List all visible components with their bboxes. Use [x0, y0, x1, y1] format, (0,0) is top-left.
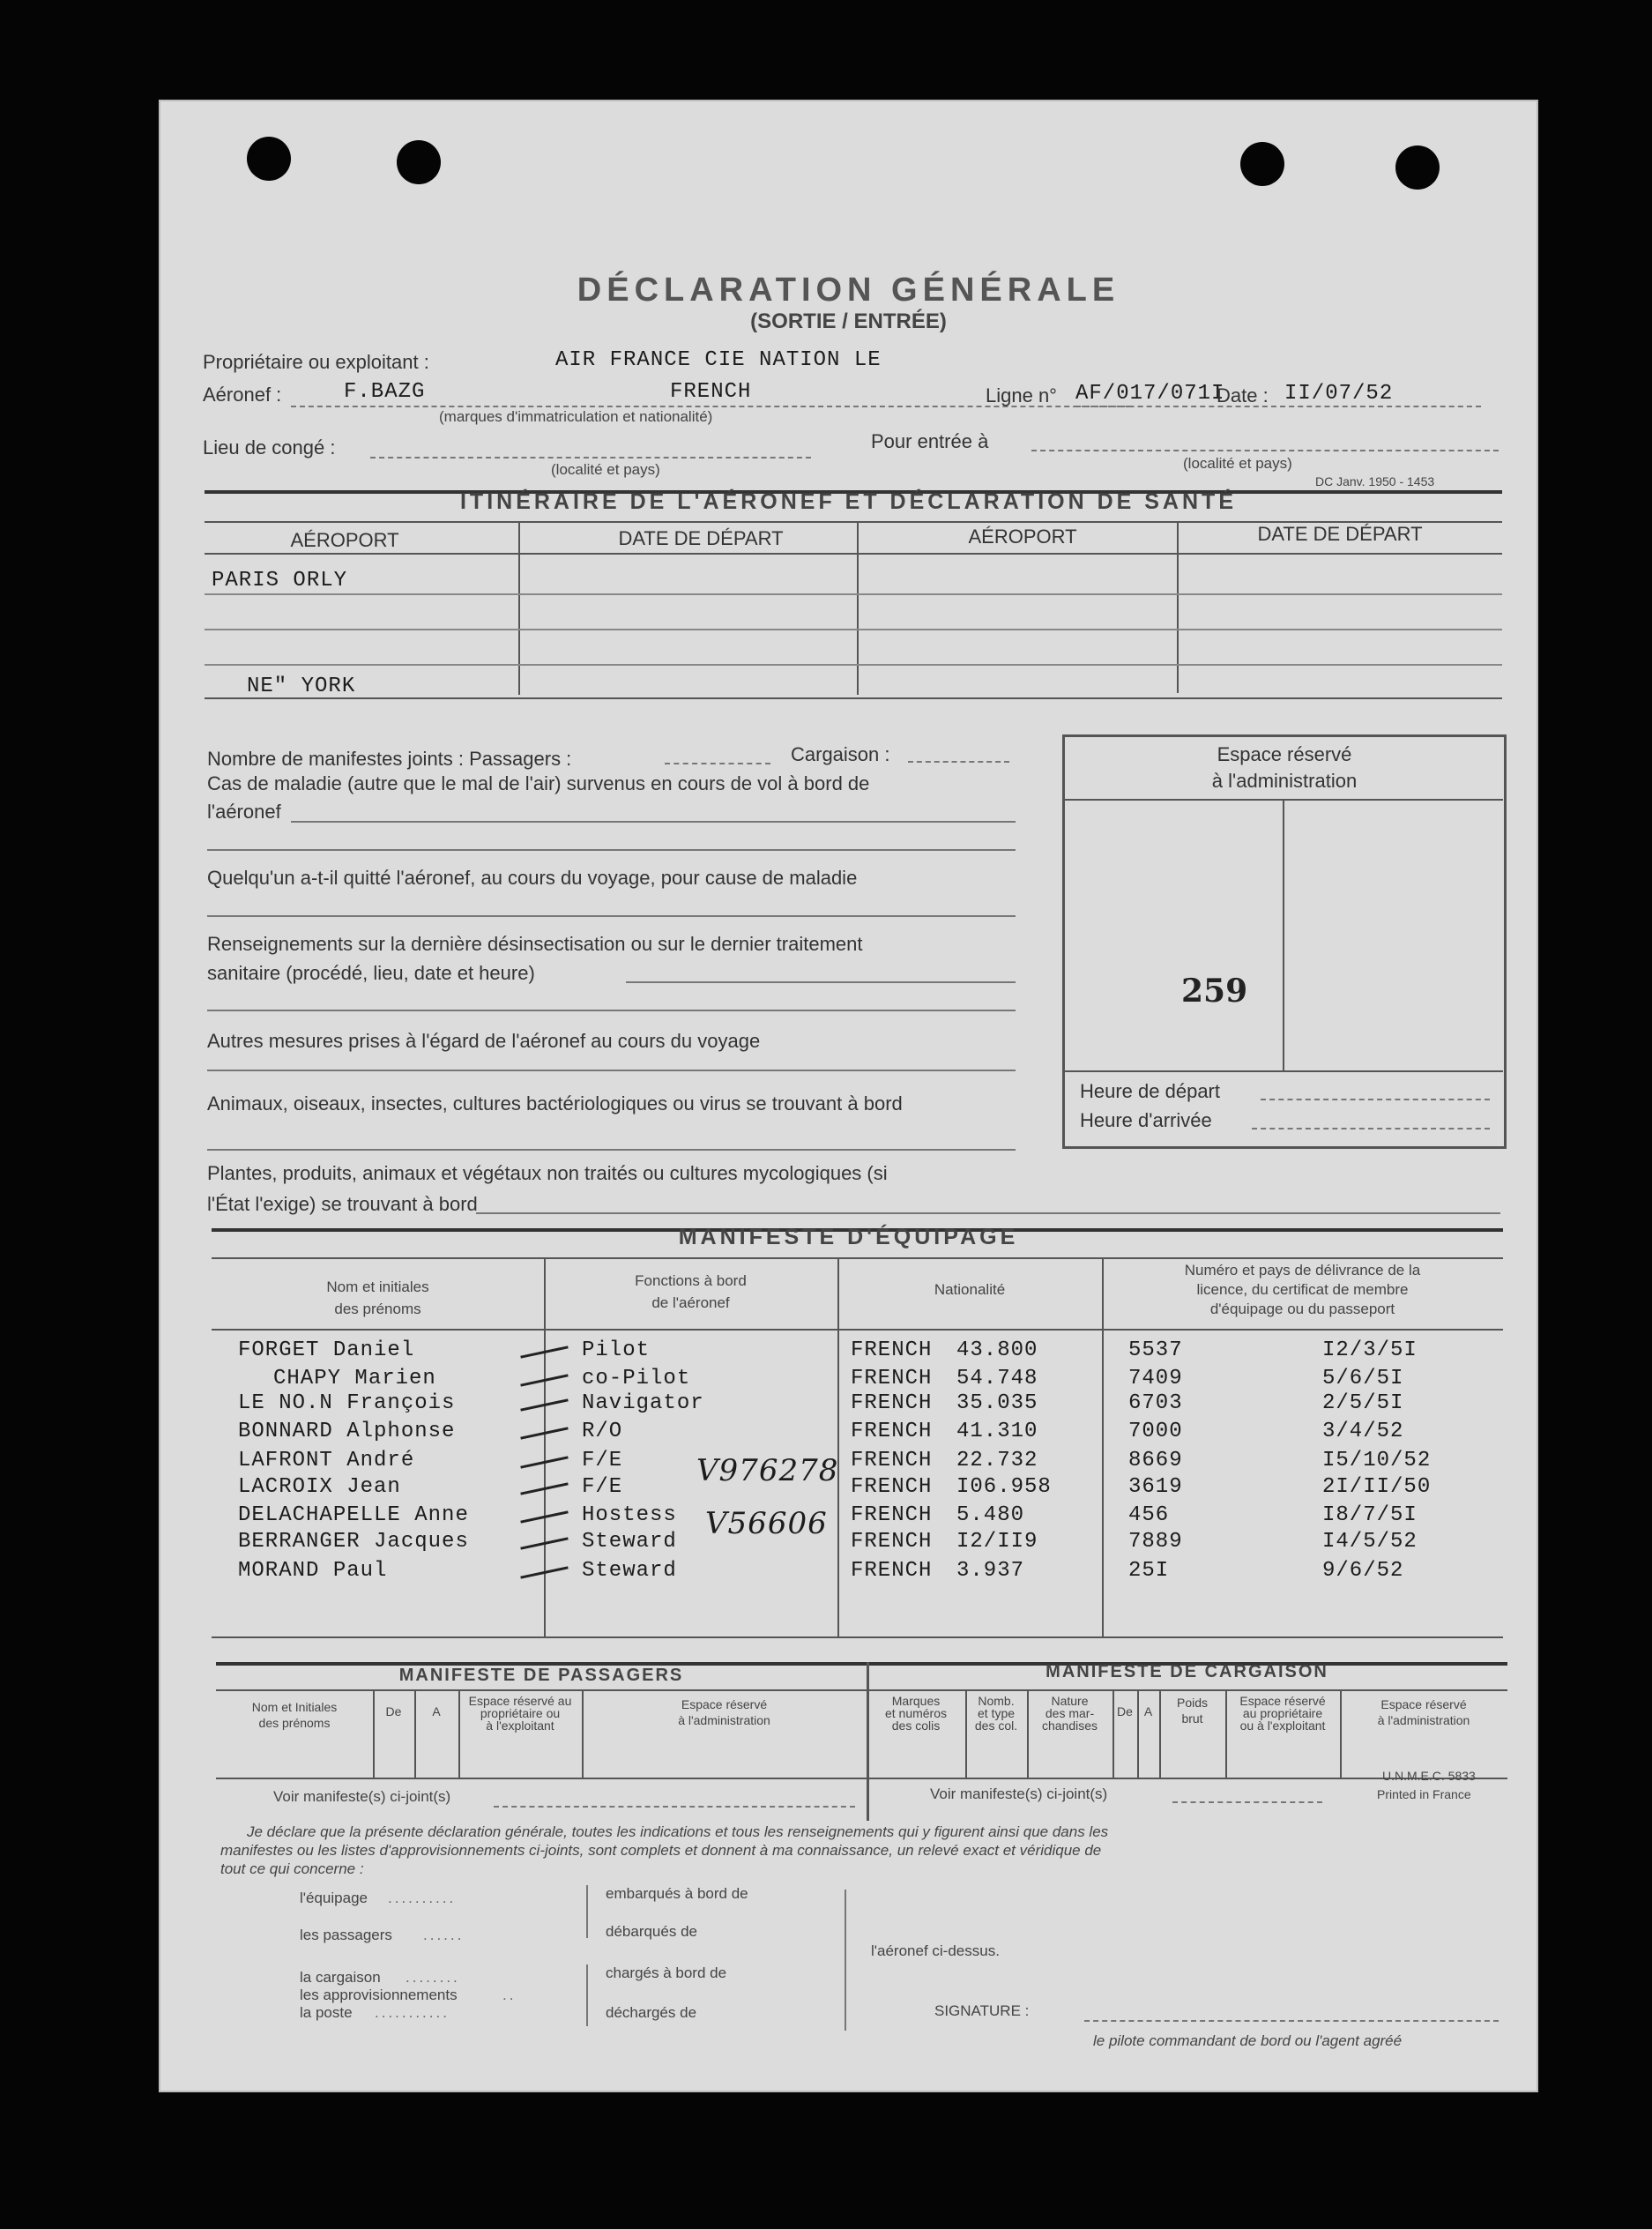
- decl-mail-label: la poste: [300, 2004, 353, 2021]
- crew-license-number: 25I: [1128, 1559, 1170, 1583]
- entry-caption: (localité et pays): [1183, 455, 1292, 472]
- crew-name: BERRANGER Jacques: [238, 1530, 469, 1554]
- animals-label: Animaux, oiseaux, insectes, cultures bactériologiques ou virus se trouvant à bord: [207, 1092, 903, 1114]
- departure-label: Lieu de congé :: [203, 436, 336, 458]
- col-cargo-count-2: et type: [977, 1706, 1016, 1720]
- punch-hole: [397, 140, 441, 184]
- crew-license-date: 2/5/5I: [1322, 1391, 1404, 1415]
- col-crew-nationality: Nationalité: [934, 1281, 1006, 1298]
- aircraft-registration: F.BAZG: [344, 380, 426, 404]
- passengers-heading: MANIFESTE DE PASSAGERS: [398, 1666, 684, 1685]
- decl-crew-label: l'équipage: [300, 1890, 368, 1906]
- crew-license-date: I4/5/52: [1322, 1530, 1418, 1554]
- crew-license-number: 6703: [1128, 1391, 1183, 1415]
- col-pax-reserved-op: Espace réservé au: [468, 1694, 572, 1708]
- crew-license-number: 3619: [1128, 1475, 1183, 1499]
- punch-hole: [1240, 142, 1284, 186]
- col-airport-2: AÉROPORT: [968, 526, 1077, 548]
- decl-passengers-label: les passagers: [300, 1927, 392, 1943]
- punch-hole: [1395, 145, 1440, 190]
- disinsect-label-2: sanitaire (procédé, lieu, date et heure): [207, 962, 535, 984]
- crew-license-number: 7409: [1128, 1367, 1183, 1390]
- other-measures-label: Autres mesures prises à l'égard de l'aéronef au cours du voyage: [207, 1030, 761, 1052]
- crew-license-date: I8/7/5I: [1322, 1503, 1418, 1527]
- left-aircraft-label: Quelqu'un a-t-il quitté l'aéronef, au cours du voyage, pour cause de maladie: [207, 867, 858, 889]
- col-pax-from: De: [385, 1704, 402, 1718]
- arrival-time-label: Heure d'arrivée: [1080, 1109, 1212, 1131]
- crew-license-date: 3/4/52: [1322, 1420, 1404, 1443]
- crew-name: LE NO.N François: [238, 1391, 456, 1415]
- col-crew-function-2: de l'aéronef: [651, 1294, 730, 1311]
- declaration-text-1: Je déclare que la présente déclaration générale, toutes les indications et tous les renseignements qui y figurent ainsi que dans les: [247, 1823, 1109, 1840]
- date-label: Date :: [1217, 384, 1269, 406]
- decl-boarded: embarqués à bord de: [606, 1885, 748, 1902]
- crew-function: F/E: [582, 1475, 623, 1499]
- col-cargo-count-3: des col.: [974, 1718, 1018, 1733]
- departure-time-label: Heure de départ: [1080, 1080, 1220, 1102]
- aircraft-nationality: FRENCH: [670, 380, 752, 404]
- crew-function: R/O: [582, 1420, 623, 1443]
- col-cargo-reserved-op-3: ou à l'exploitant: [1239, 1718, 1326, 1733]
- col-cargo-marks-3: des colis: [891, 1718, 941, 1733]
- admin-stamp-number: 259: [1181, 973, 1248, 1010]
- col-pax-name: Nom et Initiales: [251, 1700, 338, 1714]
- crew-hours: 35.035: [956, 1391, 1038, 1415]
- aircraft-caption: (marques d'immatriculation et nationalité): [439, 408, 713, 425]
- crew-nationality: FRENCH: [851, 1420, 933, 1443]
- col-cargo-from: De: [1117, 1704, 1133, 1718]
- crew-nationality: FRENCH: [851, 1475, 933, 1499]
- crew-function: Navigator: [582, 1391, 704, 1415]
- decl-cargo-label: la cargaison: [300, 1969, 381, 1986]
- crew-hours: I2/II9: [956, 1530, 1038, 1554]
- col-pax-to: A: [432, 1704, 441, 1718]
- crew-function: Pilot: [582, 1338, 651, 1362]
- col-pax-reserved-op-2: propriétaire ou: [480, 1706, 561, 1720]
- crew-nationality: FRENCH: [851, 1391, 933, 1415]
- crew-license-date: I5/10/52: [1322, 1449, 1432, 1472]
- crew-license-date: 2I/II/50: [1322, 1475, 1432, 1499]
- col-cargo-weight-2: brut: [1181, 1711, 1203, 1726]
- crew-hours: 3.937: [956, 1559, 1025, 1583]
- line-number: AF/017/071I: [1075, 382, 1225, 406]
- col-date-2: DATE DE DÉPART: [1257, 523, 1423, 545]
- crew-nationality: FRENCH: [851, 1367, 933, 1390]
- illness-label-2: l'aéronef: [207, 801, 281, 823]
- destination-airport: NE" YORK: [247, 675, 356, 698]
- crew-heading: MANIFESTE D'ÉQUIPAGE: [678, 1225, 1019, 1249]
- crew-name: DELACHAPELLE Anne: [238, 1503, 469, 1527]
- decl-supplies-label: les approvisionnements: [300, 1987, 458, 2003]
- handwritten-passport-1: V976278: [696, 1453, 839, 1488]
- col-cargo-nature-2: des mar-: [1045, 1706, 1095, 1720]
- plants-label-2: l'État l'exige) se trouvant à bord: [207, 1193, 478, 1215]
- manifests-label: Nombre de manifestes joints : Passagers :: [207, 748, 572, 770]
- form-subtitle: (SORTIE / ENTRÉE): [750, 309, 947, 333]
- crew-name: LAFRONT André: [238, 1449, 415, 1472]
- punch-hole: [247, 137, 291, 181]
- declaration-form: DÉCLARATION GÉNÉRALE (SORTIE / ENTRÉE) Propriétaire ou exploitant : AIR FRANCE CIE NATION LE Aéronef : F.BAZG FRENCH (marques d'immatriculation et nationalité) Ligne n° AF/017/071I Date : II/07/52 Lieu de congé : (localité et pays) Pour entrée à (localité et pays) DC Janv. 1950 - 1453 ITINÉRAIRE DE L'AÉRONEF ET DÉCLARATION DE SANTÉ AÉROPORT DATE DE DÉPART AÉROPORT DATE DE DÉPART PARIS ORLY NE" YORK Nombre de manifestes joints : Passagers : Cargaison : Cas de maladie (autre que le mal de l'air) survenus en cours de vol à bord de l'aéronef Quelqu'un a-t-il quitté l'aéronef, au cours du voyage, pour cause de maladie Renseignements sur la dernière désinsectisation ou sur le dernier traitement sanitaire (procédé, lieu, date et heure) Autres mesures prises à l'égard de l'aéronef au cours du voyage Animaux, oiseaux, insectes, cultures bactériologiques ou virus se trouvant à bord Plantes, produits, animaux et végétaux non traités ou cultures mycologiques (si l'État l'exige) se trouvant à bord Espace réservé à l'administration 259 Heure de départ Heure d'arrivée MANIFESTE D'ÉQUIPAGE Nom et initiales des prénoms Fonctions à bord de l'aéronef Nationalité Numéro et pays de délivrance de la licence, du certificat de membre d'équipage ou du passeport FORGET Daniel Pilot FRENCH 43.800 5537 I2/3/5I CHAPY Marien co-Pilot FRENCH 54.748 7409 5/6/5I LE NO.N François Navigator FRENCH 35.035 6703 2/5/5I BONNARD Alphonse R/O FRENCH 41.310 7000 3/4/52 LAFRONT André F/E FRENCH 22.732 8669 I5/10/52 LACROIX Jean F/E FRENCH I06.958 3619 2I/II/50 DELACHAPELLE Anne Hostess FRENCH 5.480 456 I8/7/5I BERRANGER Jacques Steward FRENCH I2/II9 7889 I4/5/52 MORAND Paul Steward FRENCH 3.937 25I 9/6/52 V976278 V56606 MANIFESTE DE PASSAGERS MANIFESTE DE CARGAISON Nom et Initiales des prénoms De A Espace réservé au propriétaire ou à l'exploitant Espace réservé à l'administration Voir manifeste(s) ci-joint(s) Marques et numéros des colis Nomb. et type des col. Nature des mar- chandises De A Poids brut Espace réservé au propriétaire ou à l'exploitant Espace réservé à l'administration U.N.M.E.C. 5833 Printed in France Voir manifeste(s) ci-joint(s) Je déclare que la présente déclaration générale, toutes les indications et tous les renseignements qui y figurent ainsi que dans les manifestes ou les listes d'approvisionnements ci-joints, sont complets et donnent à ma connaissance, un relevé exact et véridique de tout ce qui concerne : l'équipage les passagers la cargaison les approvisionnements la poste .......... ...... ........ .. ........... embarqués à bord de débarqués de chargés à bord de déchargés de l'aéronef ci-dessus. SIGNATURE : le pilote commandant de bord ou l'agent agréé: [159, 100, 1538, 2092]
- cargo-see-attached: Voir manifeste(s) ci-joint(s): [930, 1785, 1108, 1802]
- aircraft-label: Aéronef :: [203, 384, 282, 406]
- crew-license-number: 456: [1128, 1503, 1170, 1527]
- crew-nationality: FRENCH: [851, 1449, 933, 1472]
- crew-name: LACROIX Jean: [238, 1475, 401, 1499]
- col-crew-license: Numéro et pays de délivrance de la: [1184, 1262, 1421, 1279]
- crew-nationality: FRENCH: [851, 1503, 933, 1527]
- crew-license-number: 7000: [1128, 1420, 1183, 1443]
- crew-license-date: 9/6/52: [1322, 1559, 1404, 1583]
- plants-label: Plantes, produits, animaux et végétaux non traités ou cultures mycologiques (si: [207, 1162, 888, 1184]
- cargo-heading: MANIFESTE DE CARGAISON: [1046, 1662, 1328, 1681]
- crew-name: BONNARD Alphonse: [238, 1420, 456, 1443]
- col-cargo-marks: Marques: [891, 1694, 941, 1708]
- crew-hours: I06.958: [956, 1475, 1052, 1499]
- col-cargo-nature-3: chandises: [1041, 1718, 1098, 1733]
- crew-hours: 5.480: [956, 1503, 1025, 1527]
- col-airport-1: AÉROPORT: [290, 529, 399, 551]
- col-cargo-marks-2: et numéros: [884, 1706, 948, 1720]
- crew-nationality: FRENCH: [851, 1530, 933, 1554]
- crew-license-number: 8669: [1128, 1449, 1183, 1472]
- itinerary-heading: ITINÉRAIRE DE L'AÉRONEF ET DÉCLARATION DE SANTÉ: [459, 489, 1237, 514]
- col-cargo-reserved-admin-2: à l'administration: [1377, 1713, 1470, 1727]
- unmec-ref: U.N.M.E.C. 5833: [1382, 1769, 1476, 1783]
- crew-hours: 22.732: [956, 1449, 1038, 1472]
- printed-in-france: Printed in France: [1377, 1787, 1471, 1801]
- col-cargo-nature: Nature: [1051, 1694, 1089, 1708]
- departure-caption: (localité et pays): [551, 461, 660, 478]
- line-label: Ligne n°: [986, 384, 1057, 406]
- col-crew-name-2: des prénoms: [334, 1301, 421, 1317]
- col-pax-name-2: des prénoms: [258, 1716, 331, 1730]
- crew-hours: 43.800: [956, 1338, 1038, 1362]
- col-cargo-reserved-op: Espace réservé: [1239, 1694, 1326, 1708]
- decl-loaded: chargés à bord de: [606, 1964, 727, 1981]
- admin-box-title: Espace réservé: [1217, 743, 1352, 765]
- crew-nationality: FRENCH: [851, 1338, 933, 1362]
- date-value: II/07/52: [1284, 382, 1394, 406]
- col-crew-function: Fonctions à bord: [635, 1272, 747, 1289]
- col-pax-reserved-admin-2: à l'administration: [678, 1713, 770, 1727]
- crew-name: FORGET Daniel: [238, 1338, 415, 1362]
- crew-license-date: 5/6/5I: [1322, 1367, 1404, 1390]
- col-pax-reserved-op-3: à l'exploitant: [486, 1718, 554, 1733]
- pax-see-attached: Voir manifeste(s) ci-joint(s): [273, 1788, 451, 1805]
- handwritten-passport-2: V56606: [705, 1506, 828, 1541]
- crew-nationality: FRENCH: [851, 1559, 933, 1583]
- admin-box-title-2: à l'administration: [1211, 770, 1358, 792]
- crew-license-number: 7889: [1128, 1530, 1183, 1554]
- crew-function: Steward: [582, 1559, 677, 1583]
- cargo-count-label: Cargaison :: [791, 743, 890, 765]
- crew-function: co-Pilot: [582, 1367, 691, 1390]
- origin-airport: PARIS ORLY: [212, 569, 348, 593]
- crew-hours: 41.310: [956, 1420, 1038, 1443]
- crew-name: MORAND Paul: [238, 1559, 388, 1583]
- col-cargo-weight: Poids: [1176, 1696, 1209, 1710]
- entry-label: Pour entrée à: [871, 430, 989, 452]
- owner-label: Propriétaire ou exploitant :: [203, 351, 429, 373]
- form-title: DÉCLARATION GÉNÉRALE: [577, 272, 1120, 309]
- crew-function: Steward: [582, 1530, 677, 1554]
- crew-function: Hostess: [582, 1503, 677, 1527]
- col-crew-license-3: d'équipage ou du passeport: [1209, 1301, 1395, 1317]
- crew-license-number: 5537: [1128, 1338, 1183, 1362]
- illness-label: Cas de maladie (autre que le mal de l'air) survenus en cours de vol à bord de: [207, 772, 870, 794]
- crew-hours: 54.748: [956, 1367, 1038, 1390]
- crew-name: CHAPY Marien: [273, 1367, 436, 1390]
- signature-caption: le pilote commandant de bord ou l'agent agréé: [1093, 2032, 1403, 2049]
- form-reference: DC Janv. 1950 - 1453: [1315, 474, 1435, 488]
- col-cargo-to: A: [1143, 1704, 1153, 1718]
- crew-function: F/E: [582, 1449, 623, 1472]
- decl-disembarked: débarqués de: [606, 1923, 697, 1940]
- crew-license-date: I2/3/5I: [1322, 1338, 1418, 1362]
- signature-label: SIGNATURE :: [934, 2002, 1030, 2019]
- col-cargo-reserved-op-2: au propriétaire: [1242, 1706, 1323, 1720]
- col-crew-license-2: licence, du certificat de membre: [1196, 1281, 1409, 1298]
- decl-aircraft-above: l'aéronef ci-dessus.: [871, 1942, 1000, 1959]
- owner-value: AIR FRANCE CIE NATION LE: [555, 348, 882, 372]
- disinsect-label: Renseignements sur la dernière désinsectisation ou sur le dernier traitement: [207, 933, 863, 955]
- col-crew-name: Nom et initiales: [326, 1279, 429, 1295]
- declaration-text-3: tout ce qui concerne :: [220, 1860, 364, 1877]
- col-cargo-reserved-admin: Espace réservé: [1380, 1697, 1467, 1711]
- col-pax-reserved-admin: Espace réservé: [681, 1697, 768, 1711]
- declaration-text-2: manifestes ou les listes d'approvisionnements ci-joints, sont complets et donnent à ma connaissance, un relevé exact et véridique de: [220, 1842, 1102, 1859]
- col-date-1: DATE DE DÉPART: [618, 527, 784, 549]
- col-cargo-count: Nomb.: [978, 1694, 1015, 1708]
- decl-unloaded: déchargés de: [606, 2004, 697, 2021]
